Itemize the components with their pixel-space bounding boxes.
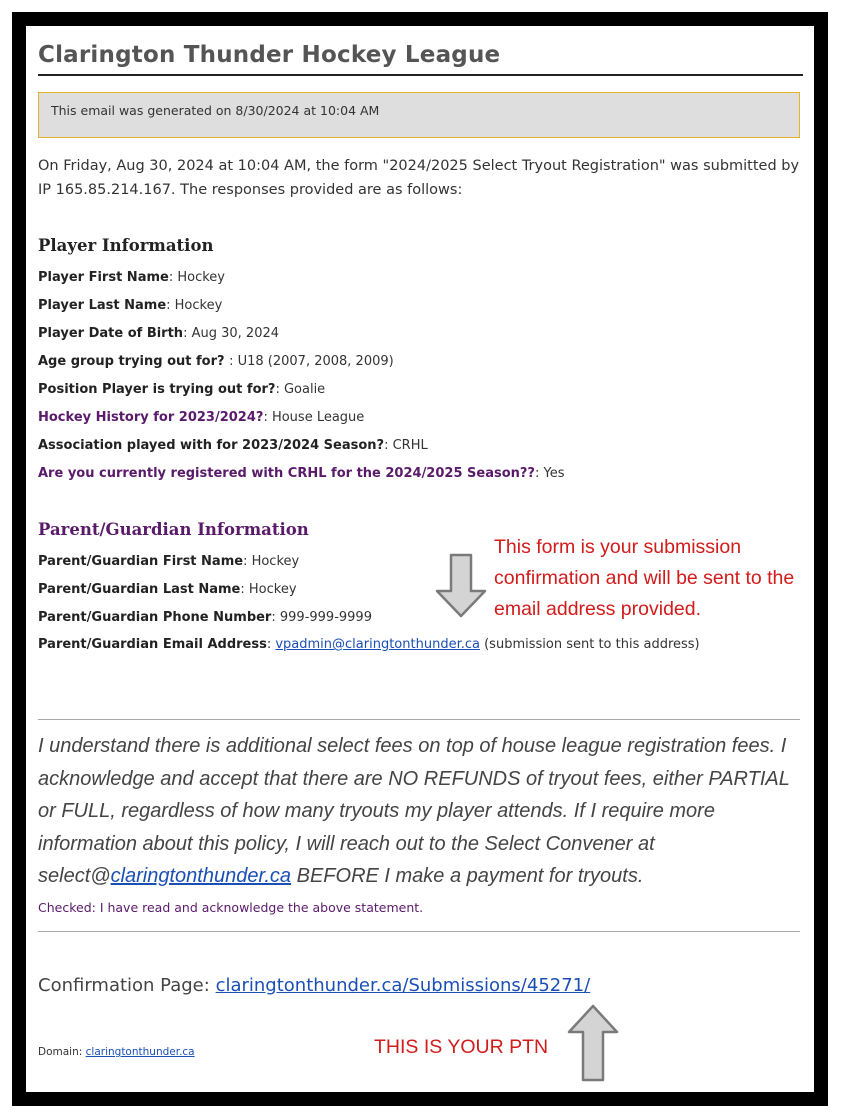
domain-link[interactable]: claringtonthunder.ca (85, 1046, 195, 1058)
field-label: Parent/Guardian Phone Number (38, 610, 272, 625)
field-label: Parent/Guardian First Name (38, 554, 244, 569)
divider (38, 719, 800, 720)
field-value: Yes (543, 466, 565, 481)
email-note: (submission sent to this address) (484, 637, 700, 652)
field-parent-first-name: Parent/Guardian First Name: Hockey (38, 554, 300, 569)
field-label: Position Player is trying out for? (38, 382, 276, 397)
field-value: Hockey (248, 582, 297, 597)
confirmation-link[interactable]: claringtonthunder.ca/Submissions/45271/ (215, 975, 591, 996)
parent-section-heading: Parent/Guardian Information (38, 520, 309, 539)
intro-text: On Friday, Aug 30, 2024 at 10:04 AM, the form "2024/2025 Select Tryout Registration" was submitted by IP 165.85.214.167. The responses provided are as follows: (38, 158, 800, 198)
form-confirmation-annotation: This form is your submission confirmation and will be sent to the email address provided. (494, 536, 795, 620)
field-value: CRHL (392, 438, 428, 453)
field-parent-phone: Parent/Guardian Phone Number: 999-999-9999 (38, 610, 372, 625)
field-position: Position Player is trying out for?: Goalie (38, 382, 326, 397)
policy-statement (38, 730, 806, 893)
field-crhl-registered: Are you currently registered with CRHL for the 2024/2025 Season??: Yes (38, 466, 565, 481)
field-player-first-name: Player First Name: Hockey (38, 270, 225, 285)
domain-label: Domain: (38, 1046, 83, 1058)
field-age-group: Age group trying out for? : U18 (2007, 2008, 2009) (38, 354, 394, 369)
player-section-heading: Player Information (38, 236, 214, 255)
field-label: Age group trying out for? (38, 354, 230, 369)
field-parent-email: Parent/Guardian Email Address: vpadmin@claringtonthunder.ca (submission sent to this address) (38, 637, 700, 652)
up-arrow-icon (566, 1003, 620, 1083)
field-value: 999-999-9999 (279, 610, 372, 625)
email-body (26, 26, 814, 1092)
parent-email-link[interactable]: vpadmin@claringtonthunder.ca (275, 637, 480, 652)
confirmation-label: Confirmation Page: (38, 975, 210, 996)
domain-line (38, 1046, 195, 1058)
down-arrow-icon (434, 553, 488, 619)
field-label: Player First Name (38, 270, 169, 285)
field-value: Goalie (283, 382, 326, 397)
field-label: Player Last Name (38, 298, 167, 313)
field-player-last-name: Player Last Name: Hockey (38, 298, 223, 313)
field-hockey-history: Hockey History for 2023/2024?: House League (38, 410, 365, 425)
acknowledgement-checked: Checked: I have read and acknowledge the above statement. (38, 900, 424, 915)
field-label: Player Date of Birth (38, 326, 184, 341)
field-parent-last-name: Parent/Guardian Last Name: Hockey (38, 582, 297, 597)
field-value: U18 (2007, 2008, 2009) (237, 354, 394, 369)
divider (38, 931, 800, 932)
ptn-annotation: THIS IS YOUR PTN (374, 1036, 549, 1058)
page-title: Clarington Thunder Hockey League (38, 42, 803, 76)
statement-text-end: BEFORE I make a payment for tryouts. (291, 865, 644, 887)
field-value: Hockey (251, 554, 300, 569)
field-label: Are you currently registered with CRHL for the 2024/2025 Season?? (38, 466, 535, 481)
statement-domain-link[interactable]: claringtonthunder.ca (110, 865, 292, 887)
field-value: Hockey (177, 270, 225, 285)
confirmation-page (38, 975, 590, 996)
field-label: Parent/Guardian Email Address (38, 637, 267, 652)
field-value: Hockey (174, 298, 223, 313)
field-label: Association played with for 2023/2024 Season? (38, 438, 385, 453)
statement-text: I understand there is additional select fees on top of house league registration fees. I acknowledge and accept that there are NO REFUNDS of tryout fees, either PARTIAL or FULL, regardless of how many tryouts my player attends. If I require more information about this policy, I will reach out to the Select Convener at select@ (38, 735, 790, 887)
field-label: Hockey History for 2023/2024? (38, 410, 264, 425)
field-association: Association played with for 2023/2024 Season?: CRHL (38, 438, 428, 453)
field-player-dob: Player Date of Birth: Aug 30, 2024 (38, 326, 280, 341)
field-label: Parent/Guardian Last Name (38, 582, 241, 597)
generated-notice: This email was generated on 8/30/2024 at 10:04 AM (38, 92, 800, 138)
field-value: Aug 30, 2024 (191, 326, 280, 341)
field-value: House League (271, 410, 365, 425)
